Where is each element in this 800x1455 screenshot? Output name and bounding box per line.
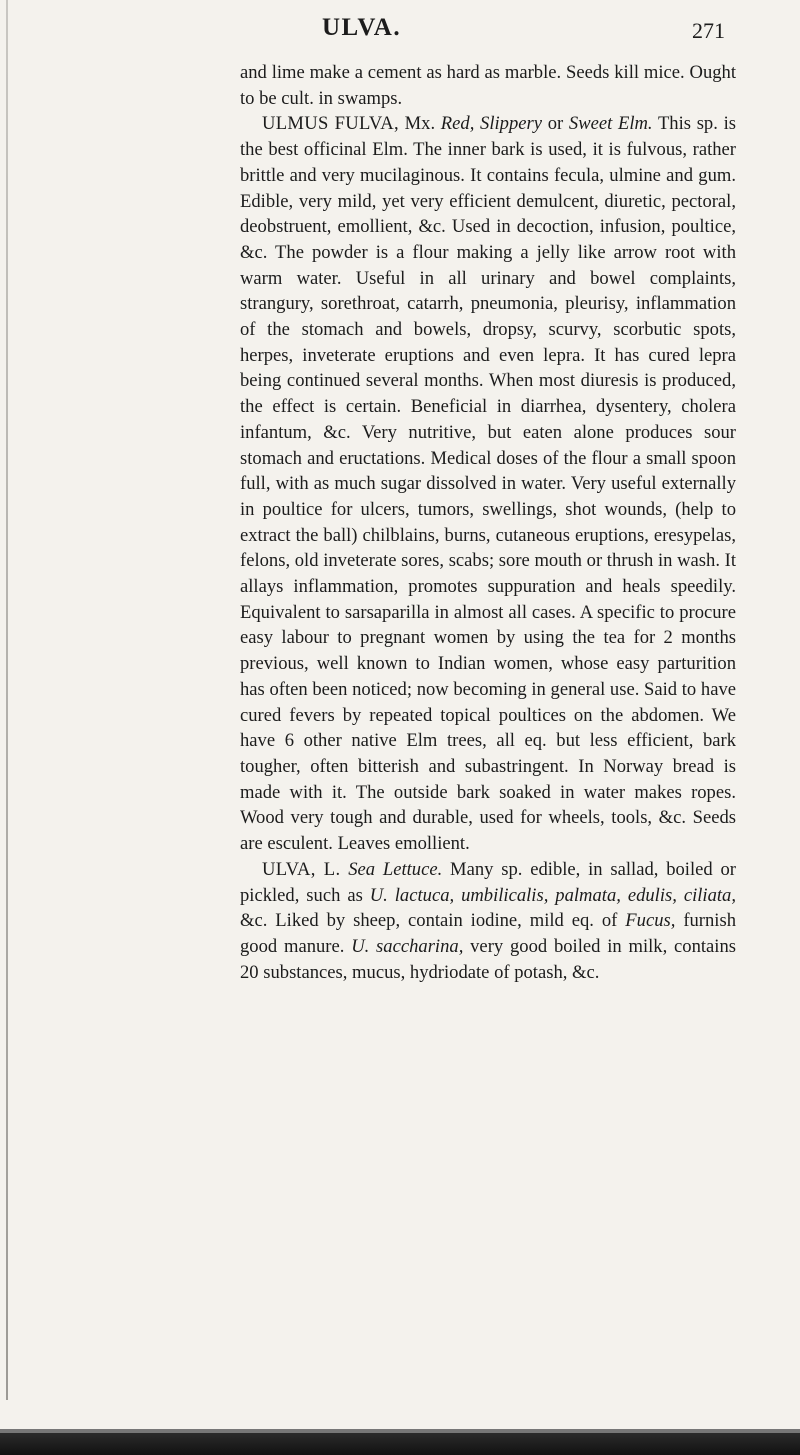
ulva-text-2: &c. Liked by sheep, contain iodine, mild eq. of [240, 910, 626, 932]
ulva-species-list: U. lactuca, umbilicalis, palmata, edulis, ciliata, [369, 884, 736, 906]
ulmus-or: or [542, 113, 569, 135]
ulmus-common-name-2: Sweet Elm. [568, 113, 653, 135]
ulmus-genus-heading: ULMUS FULVA, [262, 113, 399, 135]
paragraph-1 [240, 60, 736, 111]
ulva-fucus: Fucus, [625, 910, 676, 932]
ulva-common-name: Sea Lettuce. [340, 858, 443, 880]
paragraph-ulmus-fulva [240, 111, 736, 856]
ulva-saccharina: U. saccharina, [351, 935, 464, 957]
header-title: ULVA. [322, 14, 402, 41]
page-number: 271 [692, 18, 725, 43]
ulva-text-1: Many sp. edible, in sallad, boiled or pickled, such as [240, 858, 736, 906]
ulmus-description: This sp. is the best officinal Elm. The inner bark is used, it is fulvous, rather brittle and very mucilaginous. It contains fecula, ulmine and gum. Edible, very mild, yet very efficient demulcent, diuretic, pectoral, deobstruent, emollient, &c. Used in decoction, infusion, poultice, &c. The powder is a flour making a jelly like arrow root with warm water. Useful in all urinary and bowel complaints, strangury, sorethroat, catarrh, pneumonia, pleurisy, inflammation of the stomach and bowels, dropsy, scurvy, scorbutic spots, herpes, inveterate eruptions and even lepra. It has cured lepra being continued several months. When most diuresis is produced, the effect is certain. Beneficial in diarrhea, dysentery, cholera infantum, &c. Very nutritive, but eaten alone produces sour stomach and eructations. Medical doses of the flour a small spoon full, with as much sugar dissolved in water. Very useful externally in poultice for ulcers, tumors, swellings, shot wounds, (help to extract the ball) chilblains, burns, cutaneous eruptions, eresypelas, felons, old inveterate sores, scabs; sore mouth or thrush in wash. It allays inflammation, promotes suppuration and heals speedily. Equivalent to sarsaparilla in almost all cases. A specific to procure easy labour to pregnant women by using the tea for 2 months previous, well known to Indian women, whose easy parturition has often been noticed; now becoming in general use. Said to have cured fevers by repeated topical poultices on the abdomen. We have 6 other native Elm trees, all eq. but less efficient, bark tougher, often bitterish and subastringent. In Norway bread is made with it. The outside bark soaked in water makes ropes. Wood very tough and durable, used for wheels, tools, &c. Seeds are esculent. Leaves emollient. [240, 113, 736, 855]
page-gutter-edge [6, 0, 8, 1400]
scan-bottom-border [0, 1433, 800, 1455]
paragraph-1-text: and lime make a cement as hard as marble. Seeds kill mice. Ought to be cult. in swamps. [240, 62, 736, 109]
running-header [0, 14, 800, 48]
ulmus-author: Mx. [398, 113, 441, 135]
paragraph-ulva [240, 857, 736, 986]
ulva-text-4: very good boiled in milk, contains 20 substances, mucus, hydriodate of potash, &c. [240, 935, 736, 983]
ulva-text-3: furnish good manure. [240, 910, 736, 957]
body-text [240, 60, 736, 985]
ulmus-common-name: Red, Slippery [440, 113, 543, 135]
ulva-genus-heading: ULVA, L. [262, 858, 341, 880]
